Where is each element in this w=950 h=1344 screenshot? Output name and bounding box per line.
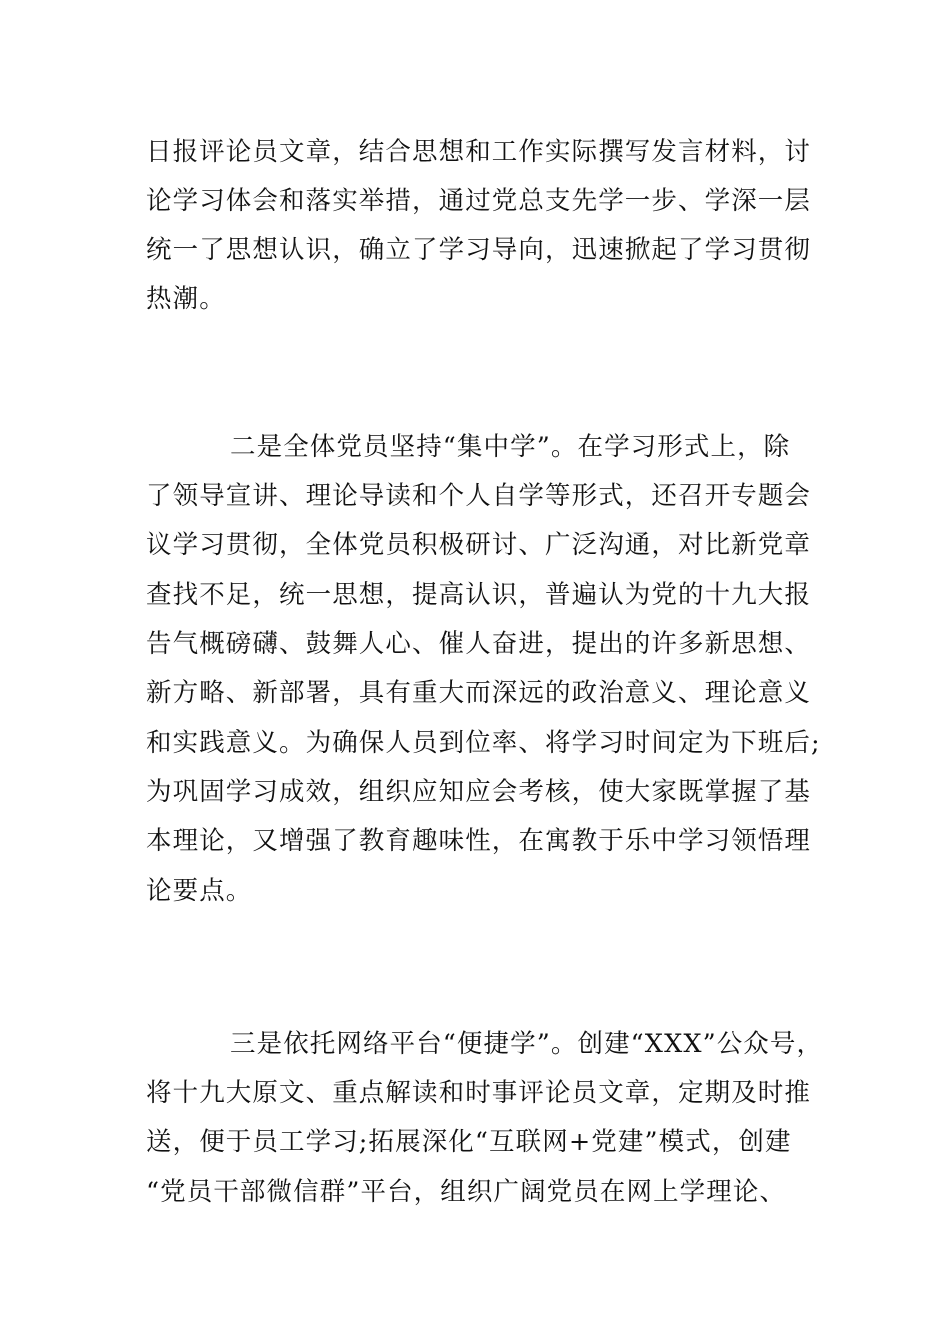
paragraph-line: 论学习体会和落实举措，通过党总支先学一步、学深一层 (146, 186, 812, 216)
paragraph-line: 查找不足，统一思想，提高认识，普遍认为党的十九大报 (146, 580, 812, 610)
paragraph-line: 三是依托网络平台“便捷学”。创建“XXX”公众号， (230, 1029, 824, 1059)
paragraph-line: 和实践意义。为确保人员到位率、将学习时间定为下班后; (146, 728, 821, 758)
paragraph-line: 为巩固学习成效，组织应知应会考核，使大家既掌握了基 (146, 777, 812, 807)
paragraph-line: 将十九大原文、重点解读和时事评论员文章，定期及时推 (146, 1078, 812, 1108)
paragraph-line: 日报评论员文章，结合思想和工作实际撰写发言材料，讨 (146, 137, 812, 167)
paragraph-line: “党员干部微信群”平台，组织广阔党员在网上学理论、 (146, 1177, 787, 1207)
paragraph-line: 本理论，又增强了教育趣味性，在寓教于乐中学习领悟理 (146, 826, 812, 856)
paragraph-line: 告气概磅礴、鼓舞人心、催人奋进，提出的许多新思想、 (146, 629, 812, 659)
paragraph-line: 统一了思想认识，确立了学习导向，迅速掀起了学习贯彻 (146, 235, 812, 265)
paragraph-line: 热潮。 (146, 284, 226, 314)
paragraph-line: 送，便于员工学习;拓展深化“互联网+党建”模式，创建 (146, 1127, 792, 1157)
paragraph-line: 二是全体党员坚持“集中学”。在学习形式上，除 (230, 432, 791, 462)
paragraph-line: 新方略、新部署，具有重大而深远的政治意义、理论意义 (146, 678, 812, 708)
paragraph-line: 议学习贯彻，全体党员积极研讨、广泛沟通，对比新党章 (146, 530, 812, 560)
paragraph-line: 了领导宣讲、理论导读和个人自学等形式，还召开专题会 (146, 481, 812, 511)
paragraph-line: 论要点。 (146, 876, 253, 906)
